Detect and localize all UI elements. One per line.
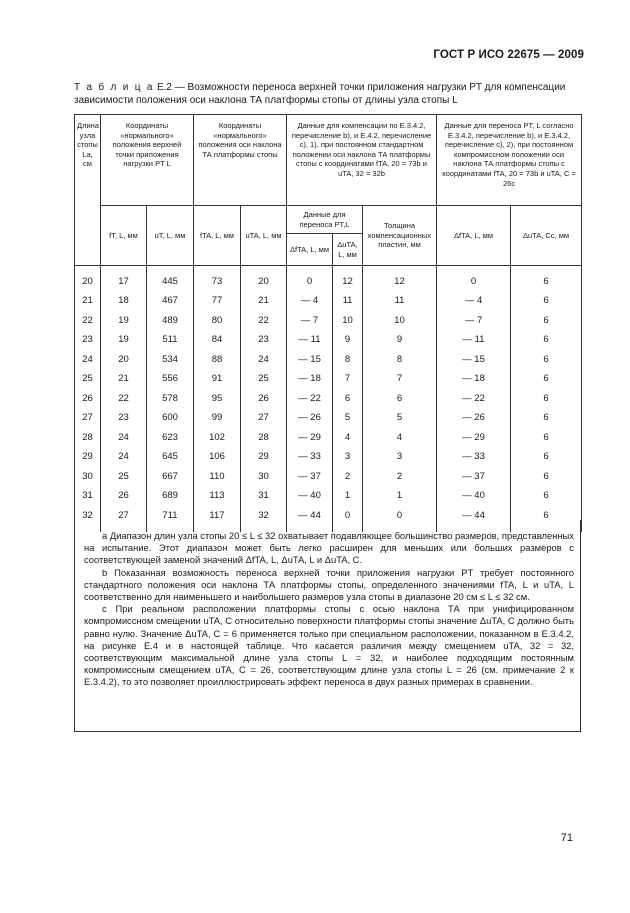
table-cell: 6	[511, 448, 582, 468]
table-cell: 20	[101, 350, 147, 370]
table-cell: 8	[333, 350, 363, 370]
table-cell: 12	[363, 272, 437, 292]
col-header-delta-f-TAL-2: ΔfTA, L, мм	[437, 206, 511, 266]
table-cell: 600	[147, 409, 194, 429]
table-cell: 29	[241, 448, 287, 468]
data-table	[74, 114, 582, 532]
table-cell: 467	[147, 292, 194, 312]
table-cell: — 22	[287, 389, 333, 409]
table-cell: 17	[101, 272, 147, 292]
table-cell: 106	[194, 448, 241, 468]
table-row	[75, 350, 582, 370]
table-cell: 534	[147, 350, 194, 370]
table-cell: 23	[75, 331, 101, 351]
table-cell: 25	[101, 467, 147, 487]
table-cell: 6	[363, 389, 437, 409]
table-cell: 32	[241, 506, 287, 526]
table-row	[75, 331, 582, 351]
table-cell: 88	[194, 350, 241, 370]
table-cell: — 44	[437, 506, 511, 526]
table-cell: — 40	[287, 487, 333, 507]
table-caption-label: Т а б л и ц а	[74, 82, 155, 93]
table-cell: 24	[101, 448, 147, 468]
table-cell: 11	[363, 292, 437, 312]
table-row	[75, 467, 582, 487]
table-cell: 6	[333, 389, 363, 409]
table-cell: 21	[241, 292, 287, 312]
table-cell: 556	[147, 370, 194, 390]
col-header-u-TAL: uTA, L, мм	[241, 206, 287, 266]
table-cell: 20	[75, 272, 101, 292]
table-cell: 489	[147, 311, 194, 331]
col-header-f-TAL: fTA, L, мм	[194, 206, 241, 266]
standard-designation: ГОСТ Р ИСО 22675 — 2009	[433, 49, 584, 61]
table-cell: 6	[511, 311, 582, 331]
table-cell: 24	[75, 350, 101, 370]
table-cell: 29	[75, 448, 101, 468]
footnote-c: c При реальном расположении платформы стопы с осью наклона ТА при унифицированном компромиссном смещении uTA, C относительно поверхности платформы стопы значение ΔuTA, C должно быть равно нулю. Значение ΔuTA, C = 6 применяется только при специальном расположении, показанном в Е.3.4.2, на рисунке Е.4 и в настоящей таблице. Что касается различия между смещением uTA, 32 = 32, соответствующим максимальной длине узла стопы L = 32, и наиболее подходящим постоянным компромиссным смещением uTA, C = 26, соответствующим длине узла стопы L = 26 (см. примечание 2 к Е.3.4.2), то это позволяет проиллюстрировать эффект переноса в двух разных примерах в сравнении.	[84, 603, 574, 688]
table-cell: — 4	[287, 292, 333, 312]
table-cell: — 33	[287, 448, 333, 468]
table-row	[75, 389, 582, 409]
table-cell: 22	[75, 311, 101, 331]
table-cell: 32	[75, 506, 101, 526]
table-footnotes	[84, 530, 574, 689]
table-cell: — 15	[437, 350, 511, 370]
col-header-coords-axis: Координаты «нормального» положения оси наклона ТА платформы стопы	[194, 115, 287, 206]
table-cell: — 44	[287, 506, 333, 526]
table-cell: 28	[241, 428, 287, 448]
table-cell: 113	[194, 487, 241, 507]
col-header-length: Длина узла стопы La, см	[75, 115, 101, 266]
table-cell: — 26	[287, 409, 333, 429]
table-cell: 80	[194, 311, 241, 331]
table-caption	[74, 81, 580, 107]
table-cell: 0	[333, 506, 363, 526]
table-cell: 117	[194, 506, 241, 526]
table-cell: 31	[75, 487, 101, 507]
table-cell: 10	[363, 311, 437, 331]
table-cell: 7	[363, 370, 437, 390]
table-cell: 19	[101, 331, 147, 351]
table-cell: 26	[241, 389, 287, 409]
table-cell: 91	[194, 370, 241, 390]
table-row	[75, 428, 582, 448]
table-cell: — 7	[437, 311, 511, 331]
table-cell: 102	[194, 428, 241, 448]
table-row	[75, 409, 582, 429]
table-cell: 711	[147, 506, 194, 526]
table-cell: 110	[194, 467, 241, 487]
table-body	[75, 266, 582, 532]
table-cell: 22	[241, 311, 287, 331]
table-cell: 0	[287, 272, 333, 292]
table-cell: 26	[75, 389, 101, 409]
table-cell: 6	[511, 428, 582, 448]
table-cell: 18	[101, 292, 147, 312]
table-cell: — 15	[287, 350, 333, 370]
table-cell: 6	[511, 272, 582, 292]
table-cell: 30	[75, 467, 101, 487]
table-cell: 6	[511, 370, 582, 390]
table-cell: 4	[333, 428, 363, 448]
table-cell: 623	[147, 428, 194, 448]
table-cell: 6	[511, 506, 582, 526]
table-row	[75, 487, 582, 507]
table-cell: 20	[241, 272, 287, 292]
table-cell: 25	[75, 370, 101, 390]
table-cell: 77	[194, 292, 241, 312]
table-row	[75, 311, 582, 331]
table-cell: 27	[75, 409, 101, 429]
table-cell: 21	[101, 370, 147, 390]
table-cell: 10	[333, 311, 363, 331]
table-cell: — 11	[437, 331, 511, 351]
table-cell: 3	[363, 448, 437, 468]
table-cell: 19	[101, 311, 147, 331]
col-header-transfer: Данные для переноса PT, L согласно Е.3.4.2, перечисление b), и Е.3.4.2, перечисление с), 2), при постоянном компромиссном положении оси наклона ТА платформы стопы с координатами fTA, 20 = 73b и uTA, C = 26c	[437, 115, 582, 206]
table-cell: — 4	[437, 292, 511, 312]
table-cell: 6	[511, 389, 582, 409]
table-cell: 8	[363, 350, 437, 370]
table-cell: — 11	[287, 331, 333, 351]
table-caption-number: Е.2	[156, 82, 172, 93]
table-cell: 23	[241, 331, 287, 351]
col-header-u-TL: uT, L, мм	[147, 206, 194, 266]
table-cell: 2	[333, 467, 363, 487]
table-cell: — 18	[437, 370, 511, 390]
table-cell: 6	[511, 292, 582, 312]
footnote-b: b Показанная возможность переноса верхней точки приложения нагрузки PT требует постоянного стандартного положения оси наклона ТА платформы стопы, определенного значениями fTA, L и uTA, L соответственно для наименьшего и наибольшего размеров узла стопы в диапазоне 20 см ≤ L ≤ 32 см.	[84, 566, 574, 603]
table-cell: 3	[333, 448, 363, 468]
table-cell: 511	[147, 331, 194, 351]
table-cell: — 37	[287, 467, 333, 487]
table-cell: 645	[147, 448, 194, 468]
table-cell: 22	[101, 389, 147, 409]
table-cell: 27	[101, 506, 147, 526]
table-cell: 27	[241, 409, 287, 429]
table-cell: 5	[333, 409, 363, 429]
table-cell: 2	[363, 467, 437, 487]
table-row	[75, 272, 582, 292]
table-cell: — 29	[437, 428, 511, 448]
table-cell: 6	[511, 350, 582, 370]
table-cell: — 37	[437, 467, 511, 487]
table-cell: — 26	[437, 409, 511, 429]
table-cell: 0	[363, 506, 437, 526]
table-cell: 25	[241, 370, 287, 390]
table-cell: 99	[194, 409, 241, 429]
table-cell: 24	[101, 428, 147, 448]
table-cell: 12	[333, 272, 363, 292]
table-cell: 23	[101, 409, 147, 429]
table-cell: — 22	[437, 389, 511, 409]
table-cell: 6	[511, 409, 582, 429]
table-cell: 24	[241, 350, 287, 370]
table-cell: — 33	[437, 448, 511, 468]
table-cell: 6	[511, 467, 582, 487]
table-cell: 6	[511, 487, 582, 507]
col-header-delta-f-TAL: ΔfTA, L, мм	[287, 234, 333, 266]
col-header-delta-u-TAL: ΔuTA, L, мм	[333, 234, 363, 266]
table-cell: 26	[101, 487, 147, 507]
table-cell: 578	[147, 389, 194, 409]
table-cell: 84	[194, 331, 241, 351]
table-cell: 9	[333, 331, 363, 351]
table-cell: 95	[194, 389, 241, 409]
table-caption-text: — Возможности переноса верхней точки приложения нагрузки PT для компенсации зависимости положения оси наклона ТА платформы стопы от длины узла стопы L	[74, 82, 566, 106]
table-row	[75, 448, 582, 468]
table-cell: — 40	[437, 487, 511, 507]
table-row	[75, 370, 582, 390]
table-row	[75, 292, 582, 312]
table-cell: — 29	[287, 428, 333, 448]
table-cell: 30	[241, 467, 287, 487]
table-cell: 31	[241, 487, 287, 507]
table-cell: — 18	[287, 370, 333, 390]
table-cell: 7	[333, 370, 363, 390]
col-header-delta-u-TAC: ΔuTA, Cc, мм	[511, 206, 582, 266]
table-cell: 667	[147, 467, 194, 487]
table-cell: 1	[363, 487, 437, 507]
col-header-compensation: Данные для компенсации по Е.3.4.2, перечисление b), и Е.4.2, перечисление c), 1), при постоянном стандартном положении оси наклона ТА платформы стопы с координатами fTA, 20 = 73b и uTA, 32 = 32b	[287, 115, 437, 206]
table-cell: 4	[363, 428, 437, 448]
table-cell: 21	[75, 292, 101, 312]
table-cell: 445	[147, 272, 194, 292]
table-cell: 28	[75, 428, 101, 448]
table-cell: 1	[333, 487, 363, 507]
table-cell: — 7	[287, 311, 333, 331]
table-cell: 11	[333, 292, 363, 312]
col-header-shim-thickness: Толщина компенсационных пластин, мм	[363, 206, 437, 266]
page-number: 71	[560, 832, 573, 844]
col-header-transfer-PTL: Данные для переноса PT,L	[287, 206, 363, 234]
footnote-a: a Диапазон длин узла стопы 20 ≤ L ≤ 32 охватывает подавляющее большинство размеров, представленных на испытание. Этот диапазон может быть легко расширен для меньших или больших размеров с соответствующей заменой значений ΔfTA, L, ΔuTA, L и ΔuTA, C.	[84, 530, 574, 566]
table-cell: 9	[363, 331, 437, 351]
table-cell: 0	[437, 272, 511, 292]
table-cell: 6	[511, 331, 582, 351]
table-cell: 689	[147, 487, 194, 507]
table-cell: 5	[363, 409, 437, 429]
table-cell: 73	[194, 272, 241, 292]
col-header-coords-point: Координаты «нормального» положения верхней точки приложения нагрузки PT L	[101, 115, 194, 206]
col-header-f-TL: fT, L, мм	[101, 206, 147, 266]
